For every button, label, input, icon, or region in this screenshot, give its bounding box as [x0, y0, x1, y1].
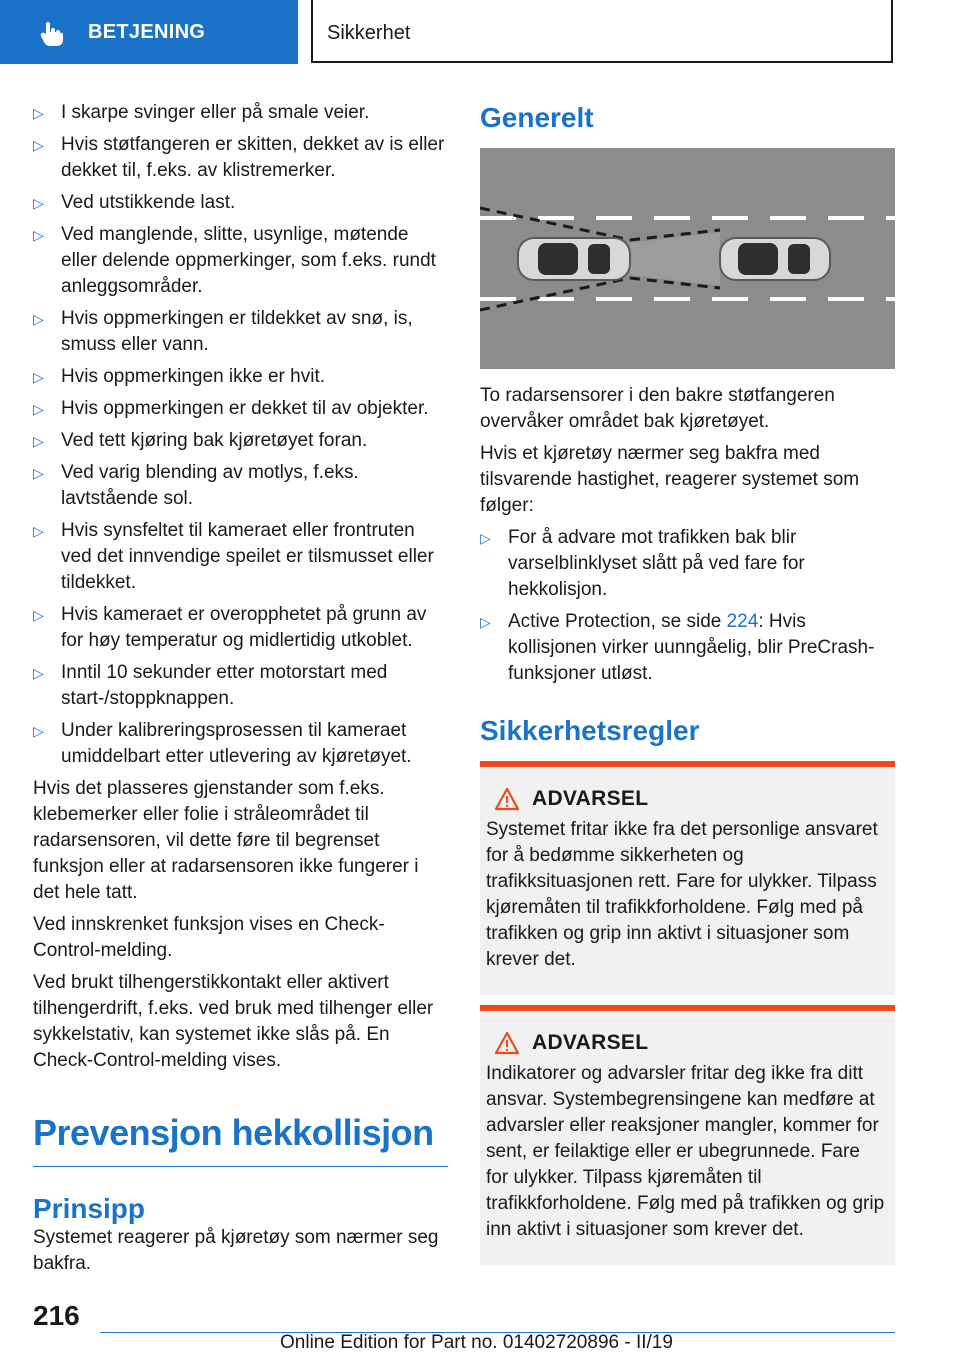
list-item: ▷ Hvis synsfeltet til kameraet eller frontruten ved det innvendige speilet er tilsmusset eller tildekket. [33, 520, 434, 593]
warning-title: ADVARSEL [532, 787, 649, 810]
heading-principle: Prinsipp [33, 1193, 146, 1224]
paragraph-radar: To radarsensorer i den bakre støtfangeren overvåker området bak kjøretøyet. [480, 385, 835, 432]
list-item: ▷ For å advare mot trafikken bak blir varselblinklyset slått på ved fare for hekkolisjon. [480, 527, 805, 600]
warning-text: Systemet fritar ikke fra det personlige ansvaret for å bedømme sikkerheten og trafikksituasjonen rett. Fare for ulykker. Tilpass kjøremåten til trafikkforholdene. Følg med på trafikken og grip inn aktivt i situasjoner som krever det. [486, 819, 878, 970]
triangle-bullet-icon: ▷ [33, 137, 44, 153]
triangle-bullet-icon: ▷ [33, 665, 44, 681]
list-item: ▷ I skarpe svinger eller på smale veier. [33, 100, 448, 126]
heading-general: Generelt [480, 102, 594, 133]
triangle-bullet-icon: ▷ [33, 195, 44, 211]
list-item: ▷ Hvis oppmerkingen ikke er hvit. [33, 364, 448, 390]
paragraph-reaction: Hvis et kjøretøy nærmer seg bakfra med tilsvarende hastighet, reagerer systemet som følger: [480, 443, 860, 516]
heading-rear-collision: Prevensjon hekkollisjon [33, 1112, 434, 1153]
paragraph-trailer: Ved brukt tilhengerstikkontakt eller aktivert tilhengerdrift, f.eks. ved bruk med tilhenger eller sykkelstativ, kan systemet ikke slås på. En Check-Control-melding vises. [33, 972, 434, 1071]
car-rear-icon [720, 238, 830, 280]
triangle-bullet-icon: ▷ [33, 523, 44, 539]
list-item: ▷ Hvis støtfangeren er skitten, dekket av is eller dekket til, f.eks. av klistremerker. [33, 134, 445, 181]
header-tab-label: BETJENING [88, 21, 206, 43]
triangle-bullet-icon: ▷ [33, 369, 44, 385]
triangle-bullet-icon: ▷ [33, 401, 44, 417]
warning-triangle-icon [494, 787, 520, 811]
paragraph-principle: Systemet reagerer på kjøretøy som nærmer seg bakfra. [33, 1227, 439, 1274]
header-section [311, 0, 893, 63]
warning-triangle-icon [494, 1031, 520, 1055]
triangle-bullet-icon: ▷ [33, 433, 44, 449]
warning-text: Indikatorer og advarsler fritar deg ikke fra ditt ansvar. Systembegrensingene kan medføre at advarsler eller reaksjoner mangler, kommer for sent, er feilaktige eller er ubegrunnede. Fare for ulykker. Tilpass kjøremåten til trafikkforholdene. Følg med på trafikken og grip inn aktivt i situasjoner som krever det. [486, 1063, 885, 1240]
list-item: ▷ Ved tett kjøring bak kjøretøyet foran. [33, 428, 448, 454]
list-item: ▷ Ved varig blending av motlys, f.eks. lavtstående sol. [33, 462, 359, 509]
list-item: ▷ Active Protection, se side 224: Hvis kollisjonen virker uunngåelig, blir PreCrash-funksjoner utløst. [480, 611, 875, 684]
list-item: ▷ Hvis oppmerkingen er tildekket av snø, is, smuss eller vann. [33, 308, 413, 355]
list-item: ▷ Ved manglende, slitte, usynlige, møtende eller delende oppmerkinger, som f.eks. rundt anleggsområder. [33, 224, 436, 297]
footer-edition: Online Edition for Part no. 01402720896 - II/19 [280, 1332, 673, 1353]
triangle-bullet-icon: ▷ [33, 311, 44, 327]
list-item: ▷ Hvis kameraet er overopphetet på grunn av for høy temperatur og midlertidig utkoblet. [33, 604, 427, 651]
right-column [480, 100, 895, 1265]
car-front-icon [518, 238, 630, 280]
left-column [33, 100, 448, 1283]
list-item: ▷ Ved utstikkende last. [33, 190, 448, 216]
paragraph-sensor-objects: Hvis det plasseres gjenstander som f.eks. klebemerker eller folie i stråleområdet til radarsensoren, vil dette føre til begrenset funksjon eller at radarsensoren ikke fungerer i det hele tatt. [33, 778, 419, 903]
list-item: ▷ Hvis oppmerkingen er dekket til av objekter. [33, 396, 448, 422]
warning-box [480, 1005, 895, 1265]
triangle-bullet-icon: ▷ [33, 723, 44, 739]
heading-safety-rules: Sikkerhetsregler [480, 715, 700, 746]
triangle-bullet-icon: ▷ [33, 607, 44, 623]
triangle-bullet-icon: ▷ [480, 530, 491, 546]
header-tab[interactable] [0, 0, 298, 64]
rear-radar-illustration [480, 148, 895, 369]
list-item: ▷ Under kalibreringsprosessen til kameraet umiddelbart etter utlevering av kjøretøyet. [33, 720, 412, 767]
warning-box [480, 761, 895, 995]
list-item: ▷ Inntil 10 sekunder etter motorstart med start-/stoppknappen. [33, 662, 388, 709]
triangle-bullet-icon: ▷ [480, 614, 491, 630]
paragraph-check-control: Ved innskrenket funksjon vises en Check-Control-melding. [33, 914, 385, 961]
limitation-list [33, 100, 448, 770]
triangle-bullet-icon: ▷ [33, 465, 44, 481]
reaction-list [480, 525, 895, 687]
hand-pointer-icon [38, 20, 66, 48]
page-number: 216 [33, 1300, 80, 1331]
triangle-bullet-icon: ▷ [33, 227, 44, 243]
page-link-224[interactable]: 224 [726, 611, 759, 632]
triangle-bullet-icon: ▷ [33, 105, 44, 121]
section-title: Sikkerhet [327, 22, 411, 44]
warning-title: ADVARSEL [532, 1031, 649, 1054]
